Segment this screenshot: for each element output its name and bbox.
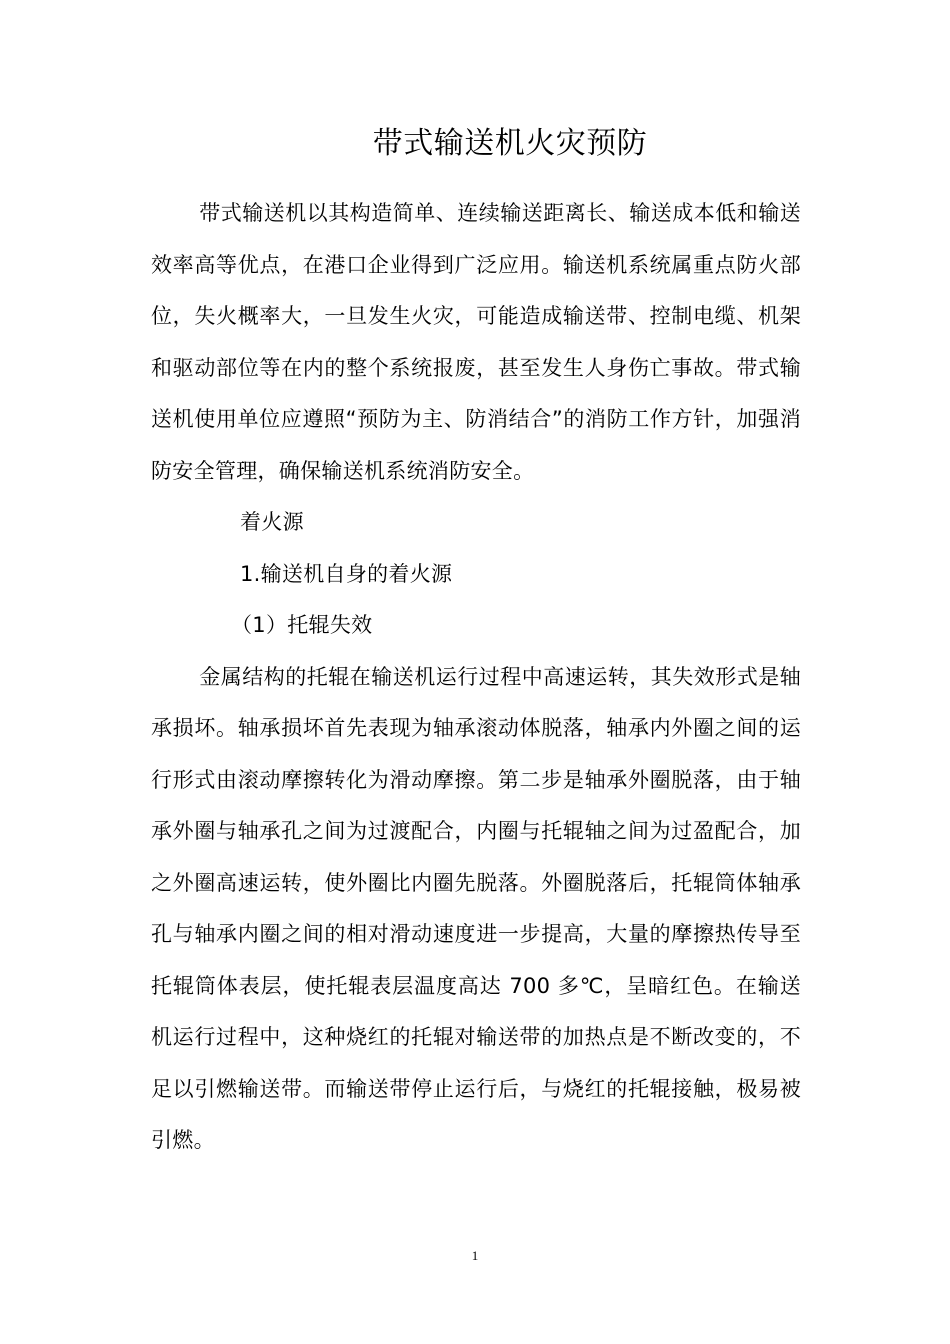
subsection-heading: 1.输送机自身的着火源 (240, 561, 453, 586)
intro-paragraph: 带式输送机以其构造简单、连续输送距离长、输送成本低和输送效率高等优点，在港口企业得到广泛应用。输送机系统属重点防火部位，失火概率大，一旦发生火灾，可能造成输送带、控制电缆、机架和驱动部位等在内的整个系统报废，甚至发生人身伤亡事故。带式输送机使用单位应遵照“预防为主、防消结合”的消防工作方针，加强消防安全管理，确保输送机系统消防安全。 (151, 201, 801, 483)
page-number: 1 (471, 1248, 479, 1263)
document-body (151, 188, 801, 1167)
document-title: 带式输送机火灾预防 (372, 126, 648, 161)
item-heading: （1）托辊失效 (231, 613, 373, 637)
section-heading: 着火源 (240, 510, 304, 534)
body-paragraph: 金属结构的托辊在输送机运行过程中高速运转，其失效形式是轴承损坏。轴承损坏首先表现为轴承滚动体脱落，轴承内外圈之间的运行形式由滚动摩擦转化为滑动摩擦。第二步是轴承外圈脱落，由于轴承外圈与轴承孔之间为过渡配合，内圈与托辊轴之间为过盈配合，加之外圈高速运转，使外圈比内圈先脱落。外圈脱落后，托辊筒体轴承孔与轴承内圈之间的相对滑动速度进一步提高，大量的摩擦热传导至托辊筒体表层，使托辊表层温度高达 700 多℃，呈暗红色。在输送机运行过程中，这种烧红的托辊对输送带的加热点是不断改变的，不足以引燃输送带。而输送带停止运行后，与烧红的托辊接触，极易被引燃。 (151, 664, 801, 1152)
